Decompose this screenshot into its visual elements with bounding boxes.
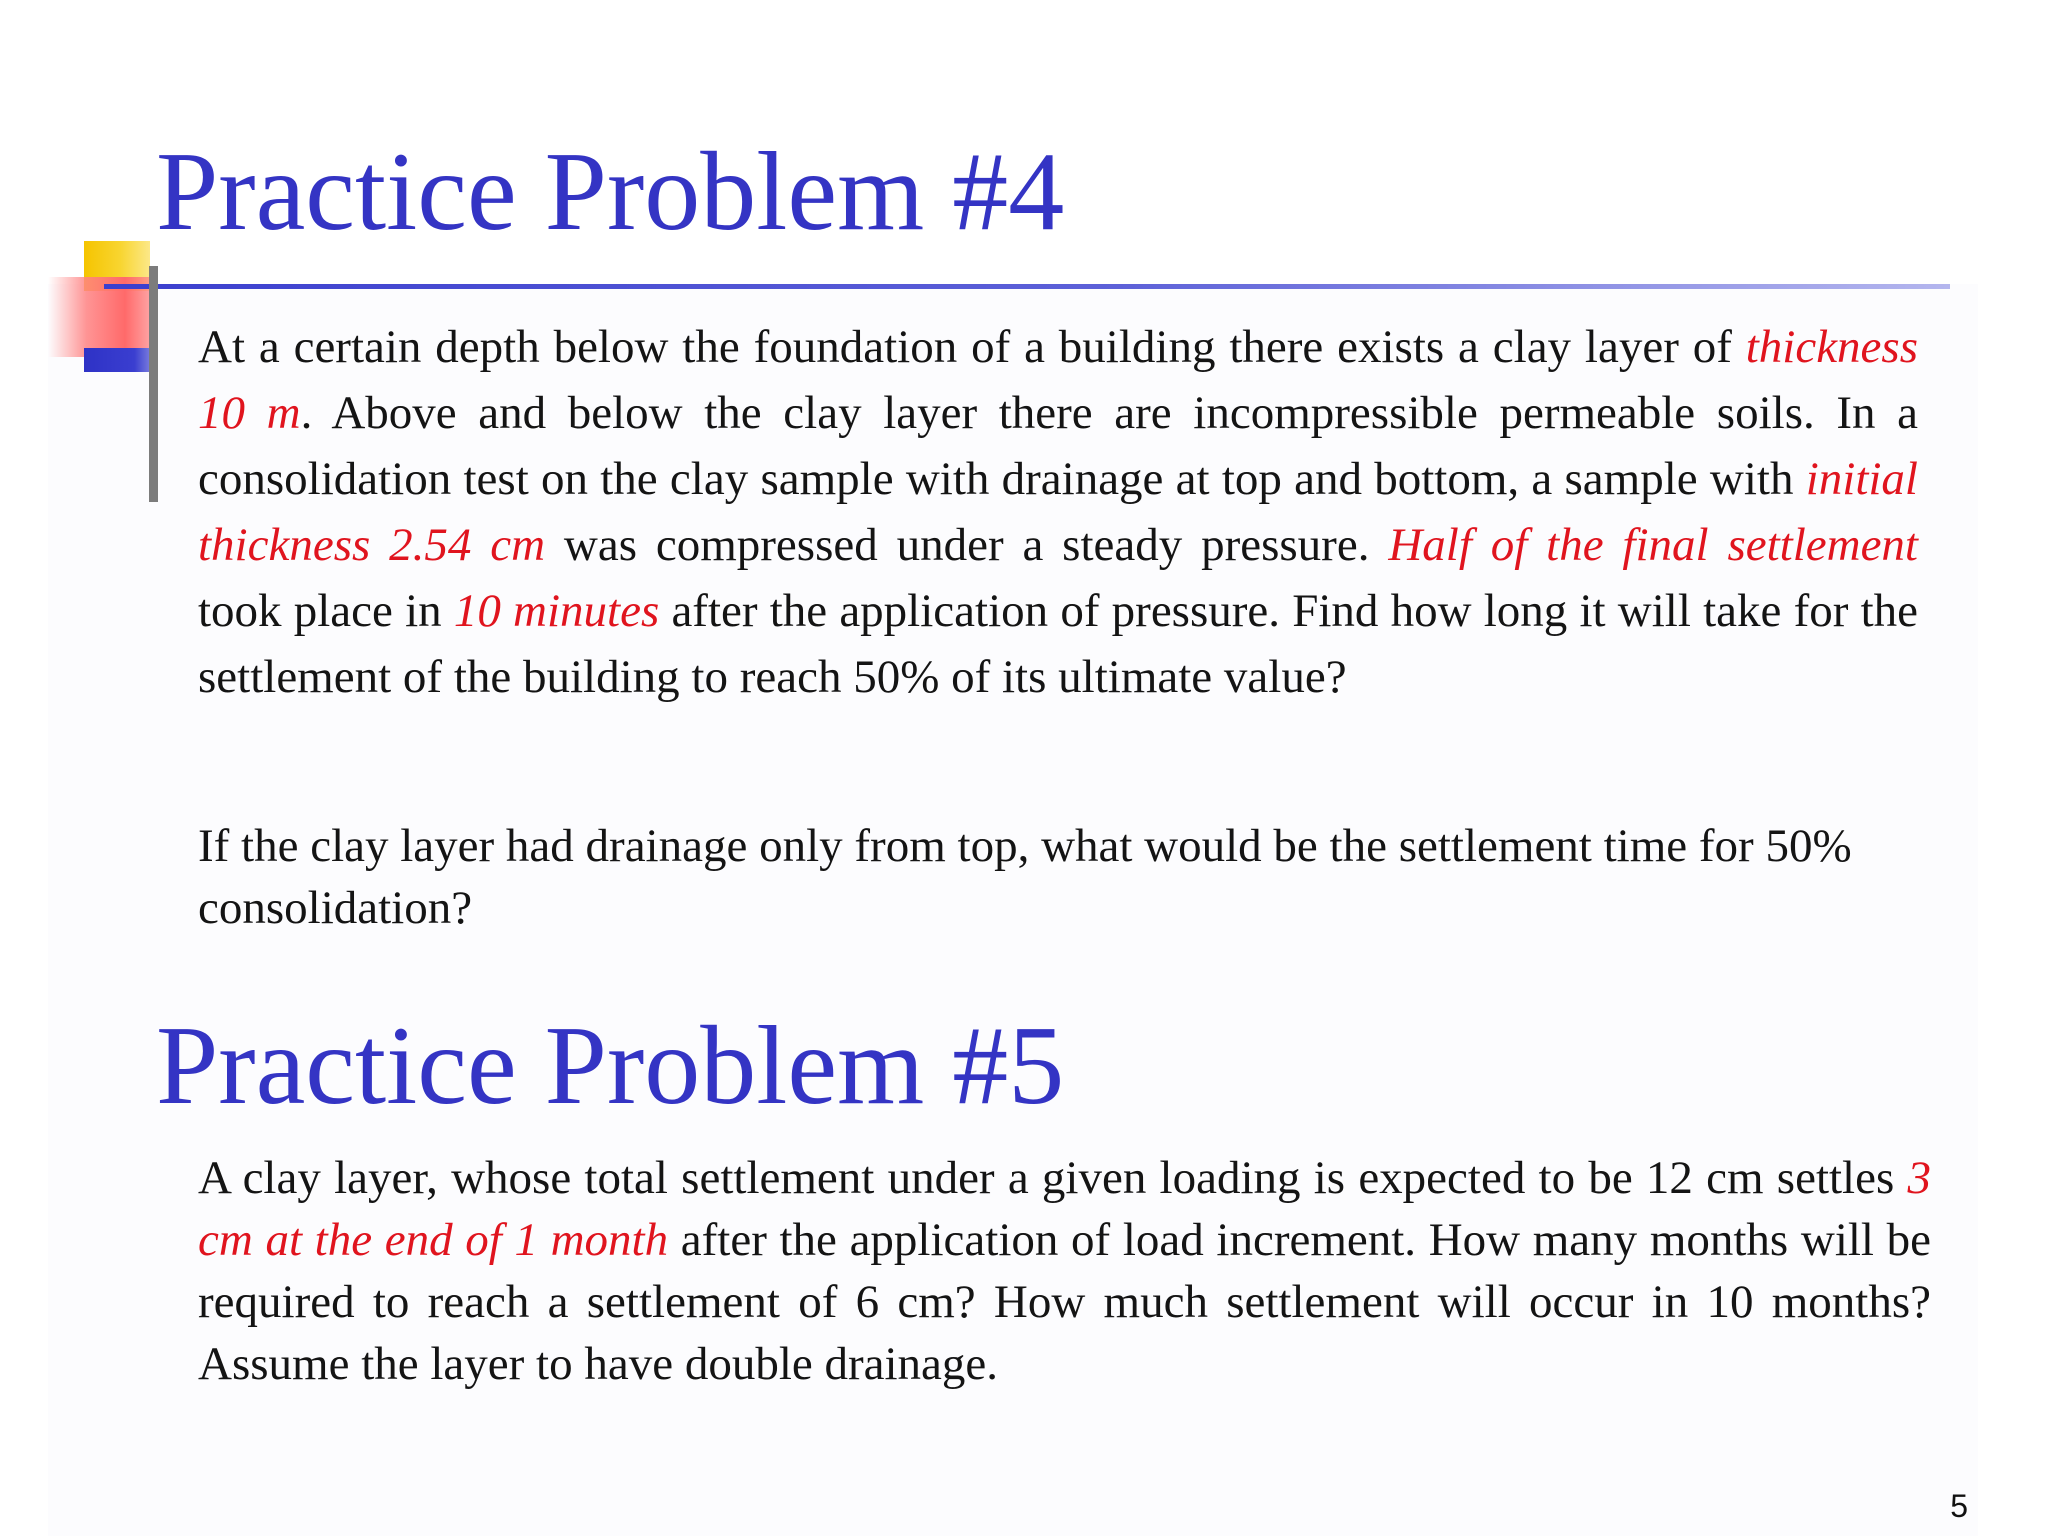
corner-decoration-red-gradient [48,277,158,357]
problem-4-text-1: At a certain depth below the foundation of a building there exists a clay layer of [198,321,1746,373]
problem-4-highlight-initial-thickness: initial thickness 2.54 cm [198,453,1918,571]
problem-5-text-1: A clay layer, whose total settlement under a given loading is expected to be 12 cm settles [198,1152,1908,1204]
problem-5-title: Practice Problem #5 [156,1004,1065,1128]
problem-4-text-5: after the application of pressure. Find how long it will take for the settlement of the building to reach 50% of its ultimate value? [198,585,1918,703]
problem-4-text-4: took place in [198,585,454,637]
page-number: 5 [1950,1488,1968,1524]
problem-4-text-3: was compressed under a steady pressure. [545,519,1389,571]
problem-4-title: Practice Problem #4 [156,130,1065,254]
problem-4-highlight-half-settlement: Half of the final settlement [1388,519,1918,571]
problem-5-text-2: after the application of load increment. How many months will be required to reach a settlement of 6 cm? How much settlement will occur in 10 months? Assume the layer to have double drainage. [198,1214,1931,1390]
title-underline-rule [104,284,1950,289]
problem-5-paragraph [198,1147,1931,1395]
problem-4-paragraph [198,314,1918,710]
problem-4-text-2: . Above and below the clay layer there are incompressible permeable soils. In a consolidation test on the clay sample with drainage at top and bottom, a sample with [198,387,1918,505]
corner-decoration-vertical-bar [149,266,158,502]
problem-4-followup-question: If the clay layer had drainage only from top, what would be the settlement time for 50% consolidation? [198,820,1852,934]
problem-4-highlight-time: 10 minutes [453,585,660,637]
problem-4-highlight-clay-thickness: thickness 10 m [198,321,1918,439]
corner-decoration-blue-bar [84,348,156,372]
problem-5-highlight-settlement: 3 cm at the end of 1 month [198,1152,1931,1266]
